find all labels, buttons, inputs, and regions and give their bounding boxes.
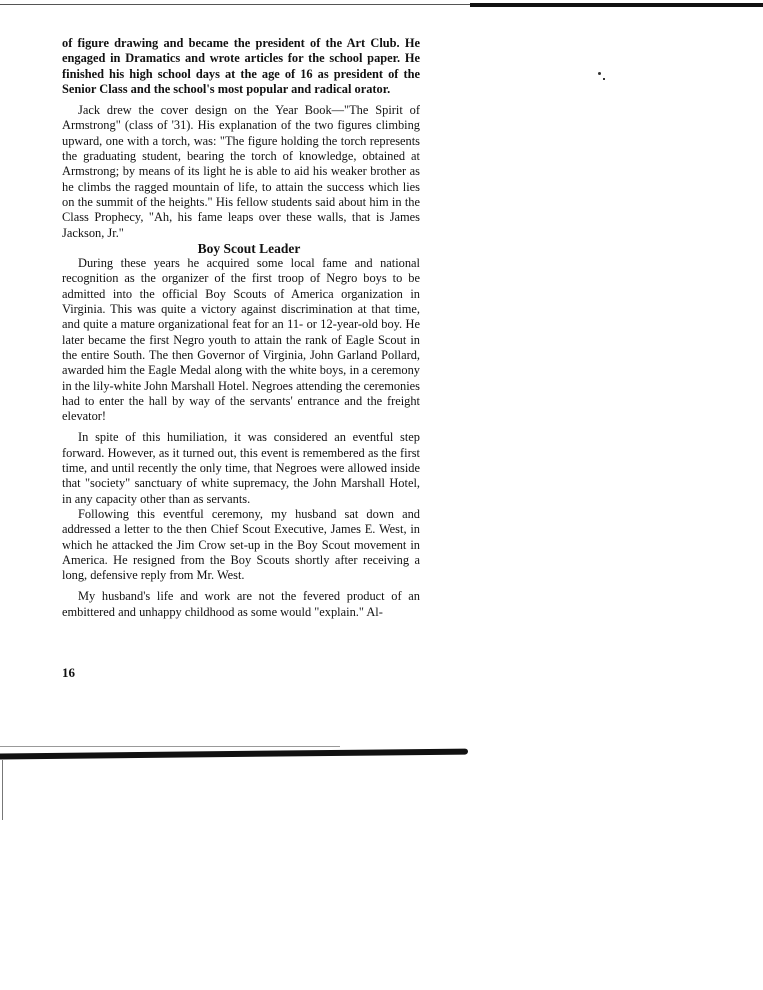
- paragraph-2: Jack drew the cover design on the Year Book—"The Spirit of Armstrong" (class of '31). His explanation of the two figures climbing upward, one with a torch, was: "The figure holding the torch represents the graduating student, bearing the torch of knowledge, obtained at Armstrong; by means of its light he is able to aid his weaker brother as he climbs the ragged mountain of life, to attain the success which lies on the summit of the heights." His fellow students said about him in the Class Prophecy, "Ah, his fame leaps over these walls, that is James Jackson, Jr.": [62, 103, 420, 240]
- section-heading: Boy Scout Leader: [197, 240, 301, 256]
- paragraph-6: My husband's life and work are not the fevered product of an embittered and unhappy childhood as some would "explain." Al-: [62, 589, 420, 619]
- bottom-scan-rule: [0, 746, 470, 760]
- paragraph-3: During these years he acquired some local fame and national recognition as the organizer of the first troop of Negro boys to be admitted into the official Boy Scouts of America organization in Virginia. This was quite a victory against discrimination at that time, and quite a mature organizational feat for an 11- or 12-year-old boy. He later became the first Negro youth to attain the rank of Eagle Scout in the entire South. The then Governor of Virginia, John Garland Pollard, awarded him the Eagle Medal along with the white boys, in a ceremony in the lily-white John Marshall Hotel. Negroes attending the ceremonies had to enter the hall by way of the servants' entrance and the freight elevator!: [62, 256, 420, 424]
- page-body: [62, 36, 420, 620]
- scan-speck: [603, 78, 605, 80]
- page-number: 16: [62, 665, 75, 680]
- paragraph-5: Following this eventful ceremony, my husband sat down and addressed a letter to the then Chief Scout Executive, James E. West, in which he attacked the Jim Crow set-up in the Boy Scout movement in America. He resigned from the Boy Scouts shortly after receiving a long, defensive reply from Mr. West.: [62, 506, 420, 583]
- scan-speck: [598, 72, 601, 75]
- paragraph-1: of figure drawing and became the president of the Art Club. He engaged in Dramatics and wrote articles for the school paper. He finished his high school days at the age of 16 as president of the Senior Class and the school's most popular and radical orator.: [62, 36, 420, 96]
- top-scan-rule: [0, 2, 763, 8]
- paragraph-4: In spite of this humiliation, it was considered an eventful step forward. However, as it turned out, this event is remembered as the first time, and until recently the only time, that Negroes were allowed inside that "society" sanctuary of white supremacy, the John Marshall Hotel, in any capacity other than as servants.: [62, 430, 420, 506]
- scan-edge-line: [2, 760, 3, 820]
